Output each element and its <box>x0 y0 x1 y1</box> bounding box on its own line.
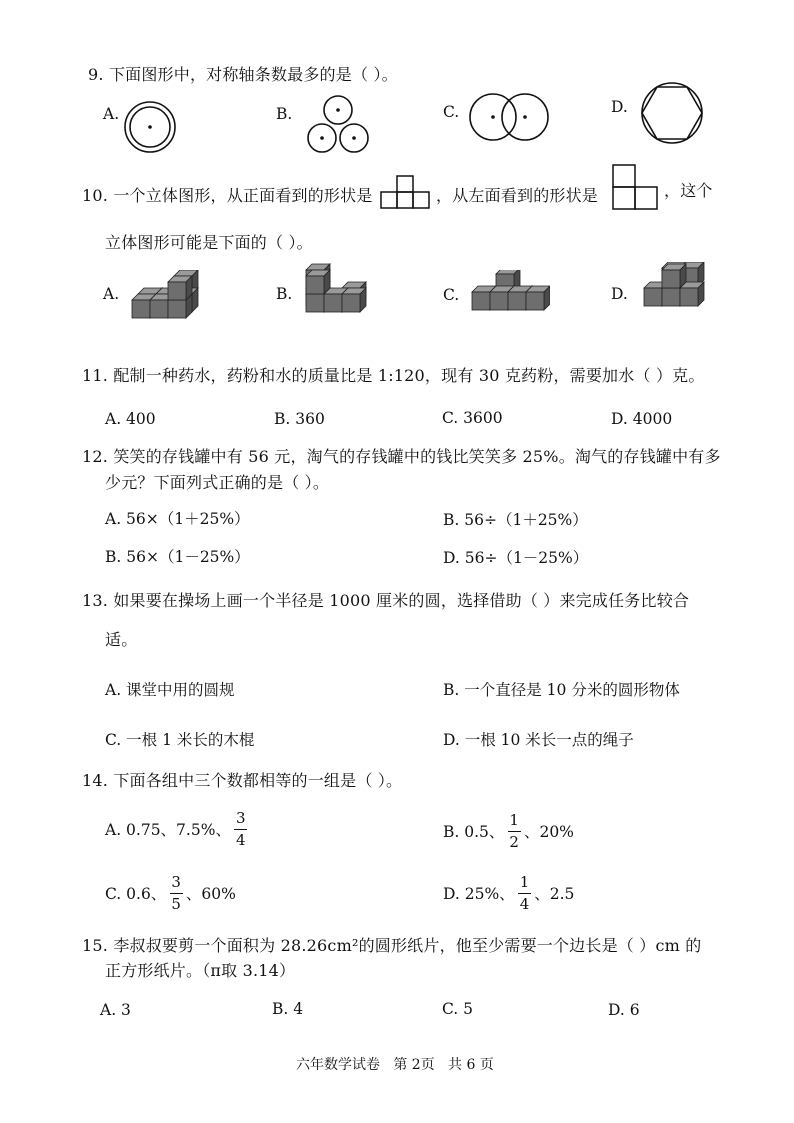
fraction-bar <box>508 831 521 832</box>
q9-figure-d-hexagon-in-circle <box>639 80 705 146</box>
cube <box>306 270 330 294</box>
fraction-bar <box>170 893 183 894</box>
q10-option-a-label: A. <box>103 285 120 303</box>
q14-option-d-prefix: D. 25%、 <box>443 884 515 903</box>
q11-option-c: C. 3600 <box>442 409 503 427</box>
q13-option-a: A. 课堂中用的圆规 <box>105 681 235 699</box>
q12-stem-line2: 少元？下面列式正确的是（ ）。 <box>105 473 330 492</box>
page-footer: 六年数学试卷 第 2页 共 6 页 <box>296 1057 494 1073</box>
q15-stem-line2: 正方形纸片。（π取 3.14） <box>105 961 296 980</box>
q9-stem: 9. 下面图形中，对称轴条数最多的是（ ）。 <box>88 65 398 84</box>
q14-stem: 14. 下面各组中三个数都相等的一组是（ ）。 <box>82 771 403 790</box>
q9-option-b-label: B. <box>276 105 293 123</box>
q15-stem-line1: 15. 李叔叔要剪一个面积为 28.26cm²的圆形纸片，他至少需要一个边长是（ ）cm 的 <box>82 936 702 955</box>
q15-option-d: D. 6 <box>608 1001 640 1019</box>
q10-option-b-label: B. <box>276 285 293 303</box>
q15-option-b: B. 4 <box>272 1000 304 1018</box>
cube <box>526 286 550 310</box>
q14-option-c-fraction <box>169 874 183 913</box>
q14-option-b <box>443 812 574 851</box>
q10-stem-part1: 10. 一个立体图形，从正面看到的形状是 <box>82 186 373 205</box>
q12-stem-line1: 12. 笑笑的存钱罐中有 56 元，淘气的存钱罐中的钱比笑笑多 25%。淘气的存钱罐中有多 <box>82 447 721 466</box>
q11-option-d: D. 4000 <box>611 410 673 428</box>
fraction-numerator: 1 <box>519 873 530 891</box>
q11-option-b: B. 360 <box>274 410 325 428</box>
q9-figure-b-three-circles <box>302 94 374 156</box>
cube <box>680 282 704 306</box>
q14-option-b-fraction <box>507 812 521 851</box>
fraction-bar <box>518 893 531 894</box>
q10-option-c-label: C. <box>443 286 460 304</box>
fraction-denominator: 4 <box>519 895 530 914</box>
q12-option-d: D. 56÷（1－25%） <box>443 549 589 567</box>
q14-option-c <box>105 874 236 913</box>
q14-option-d <box>443 874 574 913</box>
q15-option-a: A. 3 <box>100 1001 131 1019</box>
q13-option-c: C. 一根 1 米长的木棍 <box>105 731 255 749</box>
q9-option-c-label: C. <box>443 103 460 121</box>
cube <box>662 264 686 288</box>
q10-stem-part2: ，从左面看到的形状是 <box>436 186 599 205</box>
fraction-denominator: 5 <box>171 895 181 914</box>
q15-option-c: C. 5 <box>442 1000 474 1018</box>
q11-stem: 11. 配制一种药水，药粉和水的质量比是 1:120，现有 30 克药粉，需要加水（ ）克。 <box>82 366 705 385</box>
q9-option-d-label: D. <box>611 98 628 116</box>
q14-option-b-prefix: B. 0.5、 <box>443 822 505 841</box>
q13-option-b: B. 一个直径是 10 分米的圆形物体 <box>443 681 680 699</box>
q13-option-d: D. 一根 10 米长一点的绳子 <box>443 731 634 749</box>
q10-figure-c-cube-stack <box>470 270 550 316</box>
q14-option-c-prefix: C. 0.6、 <box>105 884 167 903</box>
q12-option-c: B. 56×（1－25%） <box>105 548 250 566</box>
q14-option-c-suffix: 、60% <box>185 884 236 903</box>
fraction-numerator: 3 <box>171 873 181 891</box>
q9-option-a-label: A. <box>103 105 120 123</box>
q10-option-d-label: D. <box>611 285 628 303</box>
fraction-numerator: 1 <box>509 811 519 829</box>
q12-option-b: B. 56÷（1＋25%） <box>443 511 588 529</box>
q14-option-a-prefix: A. 0.75、7.5%、 <box>105 820 231 839</box>
q12-option-a: A. 56×（1＋25%） <box>105 510 250 528</box>
q14-option-a <box>105 810 251 849</box>
q14-option-d-suffix: 、2.5 <box>534 884 575 903</box>
q10-stem-part3: ，这个 <box>664 181 713 200</box>
q13-stem-line1: 13. 如果要在操场上画一个半径是 1000 厘米的圆，选择借助（ ）来完成任务比较合 <box>82 591 690 610</box>
q14-option-a-fraction <box>234 810 248 849</box>
q9-figure-c-overlapping-circles <box>466 92 552 142</box>
cube <box>168 276 192 300</box>
fraction-denominator: 4 <box>235 831 246 850</box>
cube <box>342 288 366 312</box>
q10-front-view-figure <box>380 175 432 209</box>
q14-option-b-suffix: 、20% <box>523 822 574 841</box>
q10-stem-line2: 立体图形可能是下面的（ ）。 <box>105 233 313 252</box>
fraction-bar <box>234 829 247 830</box>
q9-figure-a-concentric-circles <box>123 100 177 154</box>
fraction-denominator: 2 <box>509 833 519 852</box>
q10-figure-d-cube-stack <box>636 262 710 312</box>
q14-option-d-fraction <box>518 874 532 913</box>
q10-left-view-figure <box>612 164 660 210</box>
q10-figure-a-cube-stack <box>130 270 210 326</box>
fraction-numerator: 3 <box>235 809 246 827</box>
q11-option-a: A. 400 <box>105 410 156 428</box>
q13-stem-line2: 适。 <box>105 630 138 649</box>
q10-figure-b-cube-stack <box>298 262 380 322</box>
